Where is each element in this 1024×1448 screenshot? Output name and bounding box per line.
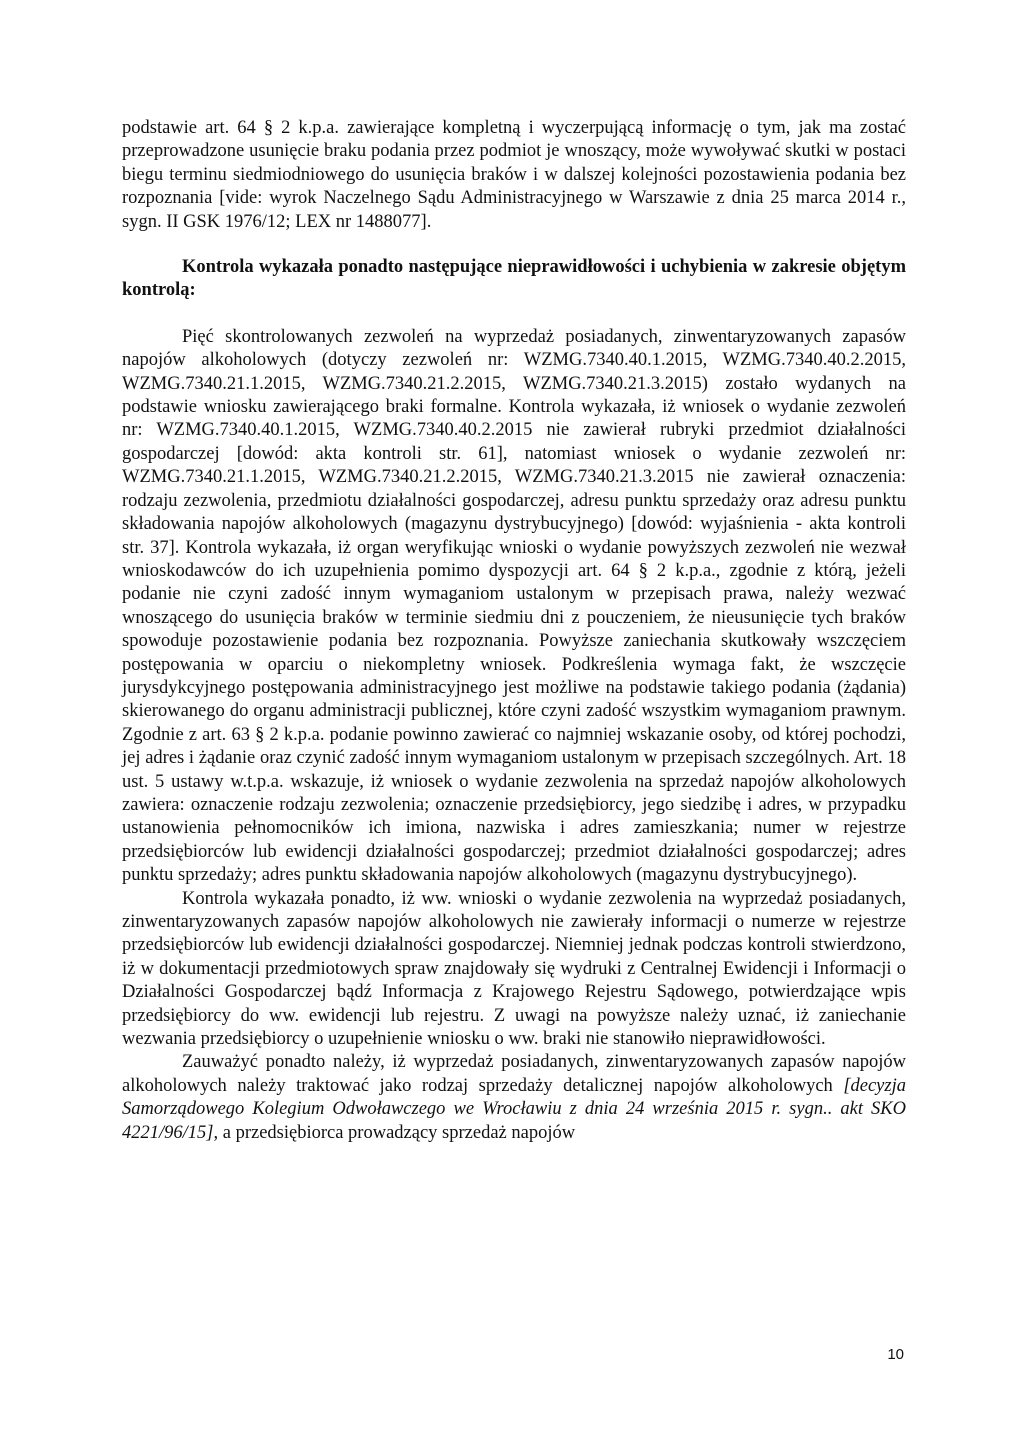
spacer bbox=[122, 303, 906, 326]
body-paragraph-3 bbox=[122, 1051, 906, 1145]
opening-paragraph: podstawie art. 64 § 2 k.p.a. zawierające kompletną i wyczerpującą informację o tym, jak ma zostać przeprowadzone usunięcie braku podania przez podmiot je wnoszący, może wywoływać skutki w postaci biegu terminu siedmiodniowego do usunięcia braków i w dalszej kolejności pozostawienia podania bez rozpoznania [vide: wyrok Naczelnego Sądu Administracyjnego w Warszawie z dnia 25 marca 2014 r., sygn. II GSK 1976/12; LEX nr 1488077]. bbox=[122, 118, 906, 232]
body-paragraph-2: Kontrola wykazała ponadto, iż ww. wnioski o wydanie zezwolenia na wyprzedaż posiadanych, zinwentaryzowanych zapasów napojów alkoholowych nie zawierały informacji o numerze w rejestrze przedsiębiorców lub ewidencji działalności gospodarczej. Niemniej jednak podczas kontroli stwierdzono, iż w dokumentacji przedmiotowych spraw znajdowały się wydruki z Centralnej Ewidencji i Informacji o Działalności Gospodarczej bądź Informacja z Krajowego Rejestru Sądowego, potwierdzające wpis przedsiębiorcy do ww. ewidencji lub rejestru. Z uwagi na powyższe należy uznać, iż zaniechanie wezwania przedsiębiorcy o uzupełnienie wniosku o ww. braki nie stanowiło nieprawidłowości. bbox=[122, 888, 906, 1050]
body-paragraph-1: Pięć skontrolowanych zezwoleń na wyprzedaż posiadanych, zinwentaryzowanych zapasów napojów alkoholowych (dotyczy zezwoleń nr: WZMG.7340.40.1.2015, WZMG.7340.40.2.2015, WZMG.7340.21.1.2015, WZMG.7340.21.2.2015, WZMG.7340.21.3.2015) zostało wydanych na podstawie wniosku zawierającego braki formalne. Kontrola wykazała, iż wniosek o wydanie zezwoleń nr: WZMG.7340.40.1.2015, WZMG.7340.40.2.2015 nie zawierał rubryki przedmiot działalności gospodarczej [dowód: akta kontroli str. 61], natomiast wniosek o wydanie zezwoleń nr: WZMG.7340.21.1.2015, WZMG.7340.21.2.2015, WZMG.7340.21.3.2015 nie zawierał oznaczenia: rodzaju zezwolenia, przedmiotu działalności gospodarczej, adresu punktu sprzedaży oraz adresu punktu składowania napojów alkoholowych (magazynu dystrybucyjnego) [dowód: wyjaśnienia - akta kontroli str. 37]. Kontrola wykazała, iż organ weryfikując wnioski o wydanie powyższych zezwoleń nie wezwał wnioskodawców do ich uzupełnienia pomimo dyspozycji art. 64 § 2 k.p.a., zgodnie z którą, jeżeli podanie nie czyni zadość innym wymaganiom ustalonym w przepisach prawa, należy wezwać wnoszącego do usunięcia braków w terminie siedmiu dni z pouczeniem, że nieusunięcie tych braków spowoduje pozostawienie podania bez rozpoznania. Powyższe zaniechania skutkowały wszczęciem postępowania w oparciu o niekompletny wniosek. Podkreślenia wymaga fakt, że wszczęcie jurysdykcyjnego postępowania administracyjnego jest możliwe na podstawie takiego podania (żądania) skierowanego do organu administracji publicznej, które czyni zadość wszystkim wymaganiom prawnym. Zgodnie z art. 63 § 2 k.p.a. podanie powinno zawierać co najmniej wskazanie osoby, od której pochodzi, jej adres i żądanie oraz czynić zadość innym wymaganiom ustalonym w przepisach szczególnych. Art. 18 ust. 5 ustawy w.t.p.a. wskazuje, iż wniosek o wydanie zezwolenia na sprzedaż napojów alkoholowych zawiera: oznaczenie rodzaju zezwolenia; oznaczenie przedsiębiorcy, jego siedzibę i adres, w przypadku ustanowienia pełnomocników ich imiona, nazwiska i adres zamieszkania; numer w rejestrze przedsiębiorców lub ewidencji działalności gospodarczej; przedmiot działalności gospodarczej; adres punktu sprzedaży; adres punktu składowania napojów alkoholowych (magazynu dystrybucyjnego). bbox=[122, 326, 906, 886]
page-number: 10 bbox=[887, 1346, 904, 1363]
section-heading: Kontrola wykazała ponadto następujące nieprawidłowości i uchybienia w zakresie objętym kontrolą: bbox=[122, 257, 906, 301]
court-decision-citation: [decyzja Samorządowego Kolegium Odwoławczego we Wrocławiu z dnia 24 września 2015 r. sygn.. akt SKO 4221/96/15] bbox=[122, 1075, 906, 1143]
paragraph-3-text-end: , a przedsiębiorca prowadzący sprzedaż napojów bbox=[213, 1122, 576, 1143]
paragraph-3-text-start: Zauważyć ponadto należy, iż wyprzedaż posiadanych, zinwentaryzowanych zapasów napojów alkoholowych należy traktować jako rodzaj sprzedaży detalicznej napojów alkoholowych bbox=[122, 1052, 906, 1096]
document-page bbox=[122, 117, 906, 1145]
